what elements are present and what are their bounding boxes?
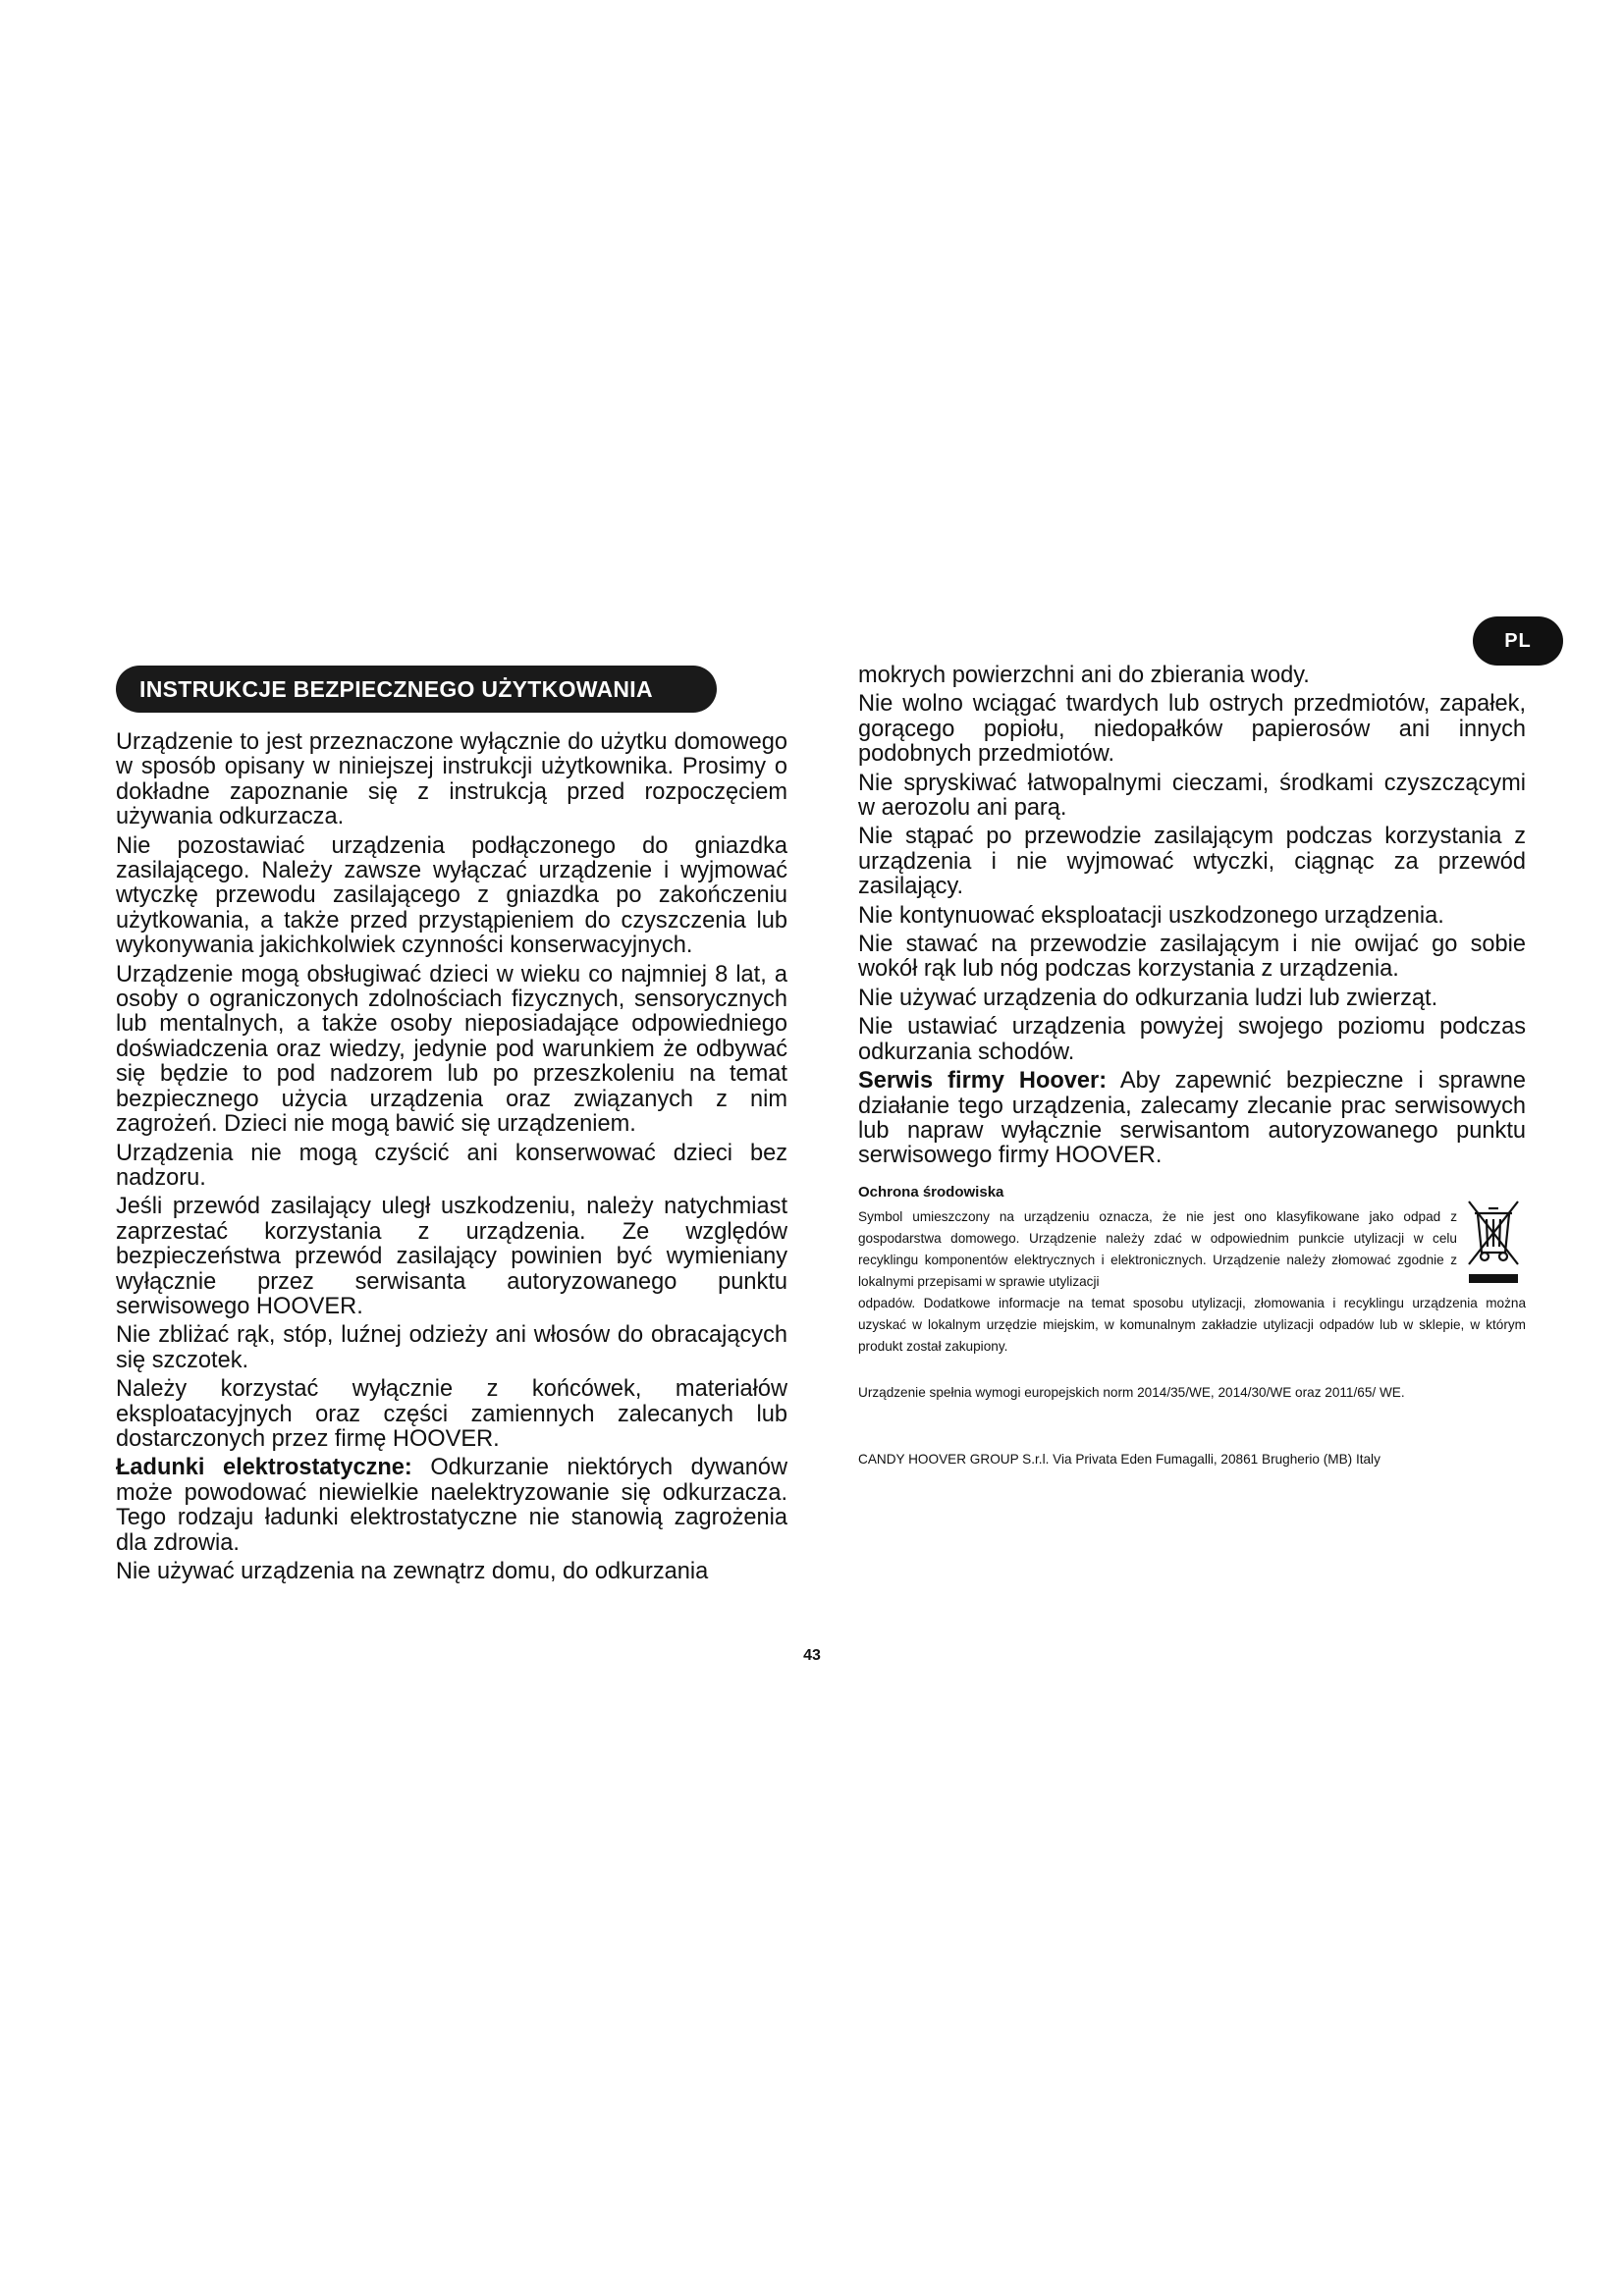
paragraph: Nie spryskiwać łatwopalnymi cieczami, środkami czyszczącymi w aerozolu ani parą. (858, 770, 1526, 822)
paragraph: Nie pozostawiać urządzenia podłączonego do gniazdka zasilającego. Należy zawsze wyłączać urządzenie i wyjmować wtyczkę przewodu zasilającego z gniazdka po zakończeniu użytkowania, a także przed przystąpieniem do czyszczenia lub wykonywania jakichkolwiek czynności konserwacyjnych. (116, 832, 787, 959)
paragraph: Urządzenie to jest przeznaczone wyłącznie do użytku domowego w sposób opisany w niniejszej instrukcji użytkownika. Prosimy o dokładne zapoznanie się z instrukcją przed rozpoczęciem używania odkurzacza. (116, 729, 787, 830)
language-badge: PL (1473, 616, 1563, 666)
paragraph: Należy korzystać wyłącznie z końcówek, materiałów eksploatacyjnych oraz części zamiennych zalecanych lub dostarczonych przez firmę HOOVER. (116, 1376, 787, 1452)
paragraph: mokrych powierzchni ani do zbierania wody. (858, 663, 1310, 688)
paragraph: Nie zbliżać rąk, stóp, luźnej odzieży ani włosów do obracających się szczotek. (116, 1322, 787, 1373)
paragraph-text: Odkurzanie niektórych dywanów może powodować niewielkie naelektryzowanie się odkurzacza. Tego rodzaju ładunki elektrostatyczne nie stanowią zagrożenia dla zdrowia. (116, 1455, 787, 1556)
left-column (116, 730, 787, 1588)
paragraph: Nie stawać na przewodzie zasilającym i nie owijać go sobie wokół rąk lub nóg podczas korzystania z urządzenia. (858, 932, 1526, 983)
environment-body-rest: odpadów. Dodatkowe informacje na temat sposobu utylizacji, złomowania i recyklingu urządzenia można uzyskać w lokalnym urzędzie miejskim, w komunalnym zakładzie utylizacji odpadów lub w sklepie, w którym produkt został zakupiony. (858, 1296, 1526, 1354)
company-address: CANDY HOOVER GROUP S.r.l. Via Privata Eden Fumagalli, 20861 Brugherio (MB) Italy (858, 1452, 1380, 1467)
paragraph: Nie kontynuować eksploatacji uszkodzonego urządzenia. (858, 902, 1444, 929)
paragraph: Jeśli przewód zasilający uległ uszkodzeniu, należy natychmiast zaprzestać korzystania z urządzenia. Ze względów bezpieczeństwa przewód zasilający powinien być wymieniany wyłącznie przez serwisanta autoryzowanego punktu serwisowego HOOVER. (116, 1194, 787, 1319)
page-number: 43 (803, 1647, 821, 1664)
paragraph-text: Aby zapewnić bezpieczne i sprawne działanie tego urządzenia, zalecamy zlecanie prac serwisowych lub napraw wyłącznie serwisantom autoryzowanego punktu serwisowego firmy HOOVER. (858, 1068, 1526, 1169)
compliance-note: Urządzenie spełnia wymogi europejskich norm 2014/35/WE, 2014/30/WE oraz 2011/65/ WE. (858, 1385, 1405, 1400)
environment-title: Ochrona środowiska (858, 1184, 1004, 1201)
paragraph: Nie wolno wciągać twardych lub ostrych przedmiotów, zapałek, gorącego popiołu, niedopałków papierosów ani innych podobnych przedmiotów. (858, 691, 1526, 768)
environment-body-narrow: Symbol umieszczony na urządzeniu oznacza, że nie jest ono klasyfikowane jako odpad z gospodarstwa domowego. Urządzenie należy zdać w odpowiednim punkcie utylizacji w celu recyklingu komponentów elektrycznych i elektronicznych. Urządzenie należy złomować zgodnie z lokalnymi przepisami w sprawie utylizacji (858, 1209, 1457, 1289)
environment-body (858, 1206, 1526, 1358)
section-title (116, 666, 717, 713)
paragraph-lead: Ładunki elektrostatyczne: (116, 1455, 412, 1481)
environment-section (858, 1184, 1526, 1358)
section-title-text: INSTRUKCJE BEZPIECZNEGO UŻYTKOWANIA (139, 675, 653, 702)
right-column (858, 664, 1526, 1173)
paragraph: Nie ustawiać urządzenia powyżej swojego poziomu podczas odkurzania schodów. (858, 1014, 1526, 1065)
paragraph: Nie stąpać po przewodzie zasilającym podczas korzystania z urządzenia i nie wyjmować wtyczki, ciągnąc za przewód zasilający. (858, 824, 1526, 900)
paragraph: Nie używać urządzenia do odkurzania ludzi lub zwierząt. (858, 985, 1438, 1011)
crossed-out-wheelie-bin-icon (1465, 1196, 1522, 1286)
paragraph (116, 1456, 787, 1556)
paragraph (858, 1069, 1526, 1169)
paragraph-lead: Serwis firmy Hoover: (858, 1068, 1108, 1095)
paragraph: Urządzenia nie mogą czyścić ani konserwować dzieci bez nadzoru. (116, 1140, 787, 1191)
paragraph: Nie używać urządzenia na zewnątrz domu, do odkurzania (116, 1559, 709, 1584)
paragraph: Urządzenie mogą obsługiwać dzieci w wieku co najmniej 8 lat, a osoby o ograniczonych zdolnościach fizycznych, sensorycznych lub mentalnych, a także osoby nieposiadające odpowiedniego doświadczenia oraz wiedzy, jedynie pod warunkiem że odbywać się będzie to pod nadzorem lub po przeszkoleniu na temat bezpiecznego użycia urządzenia oraz związanych z nim zagrożeń. Dzieci nie mogą bawić się urządzeniem. (116, 961, 787, 1138)
